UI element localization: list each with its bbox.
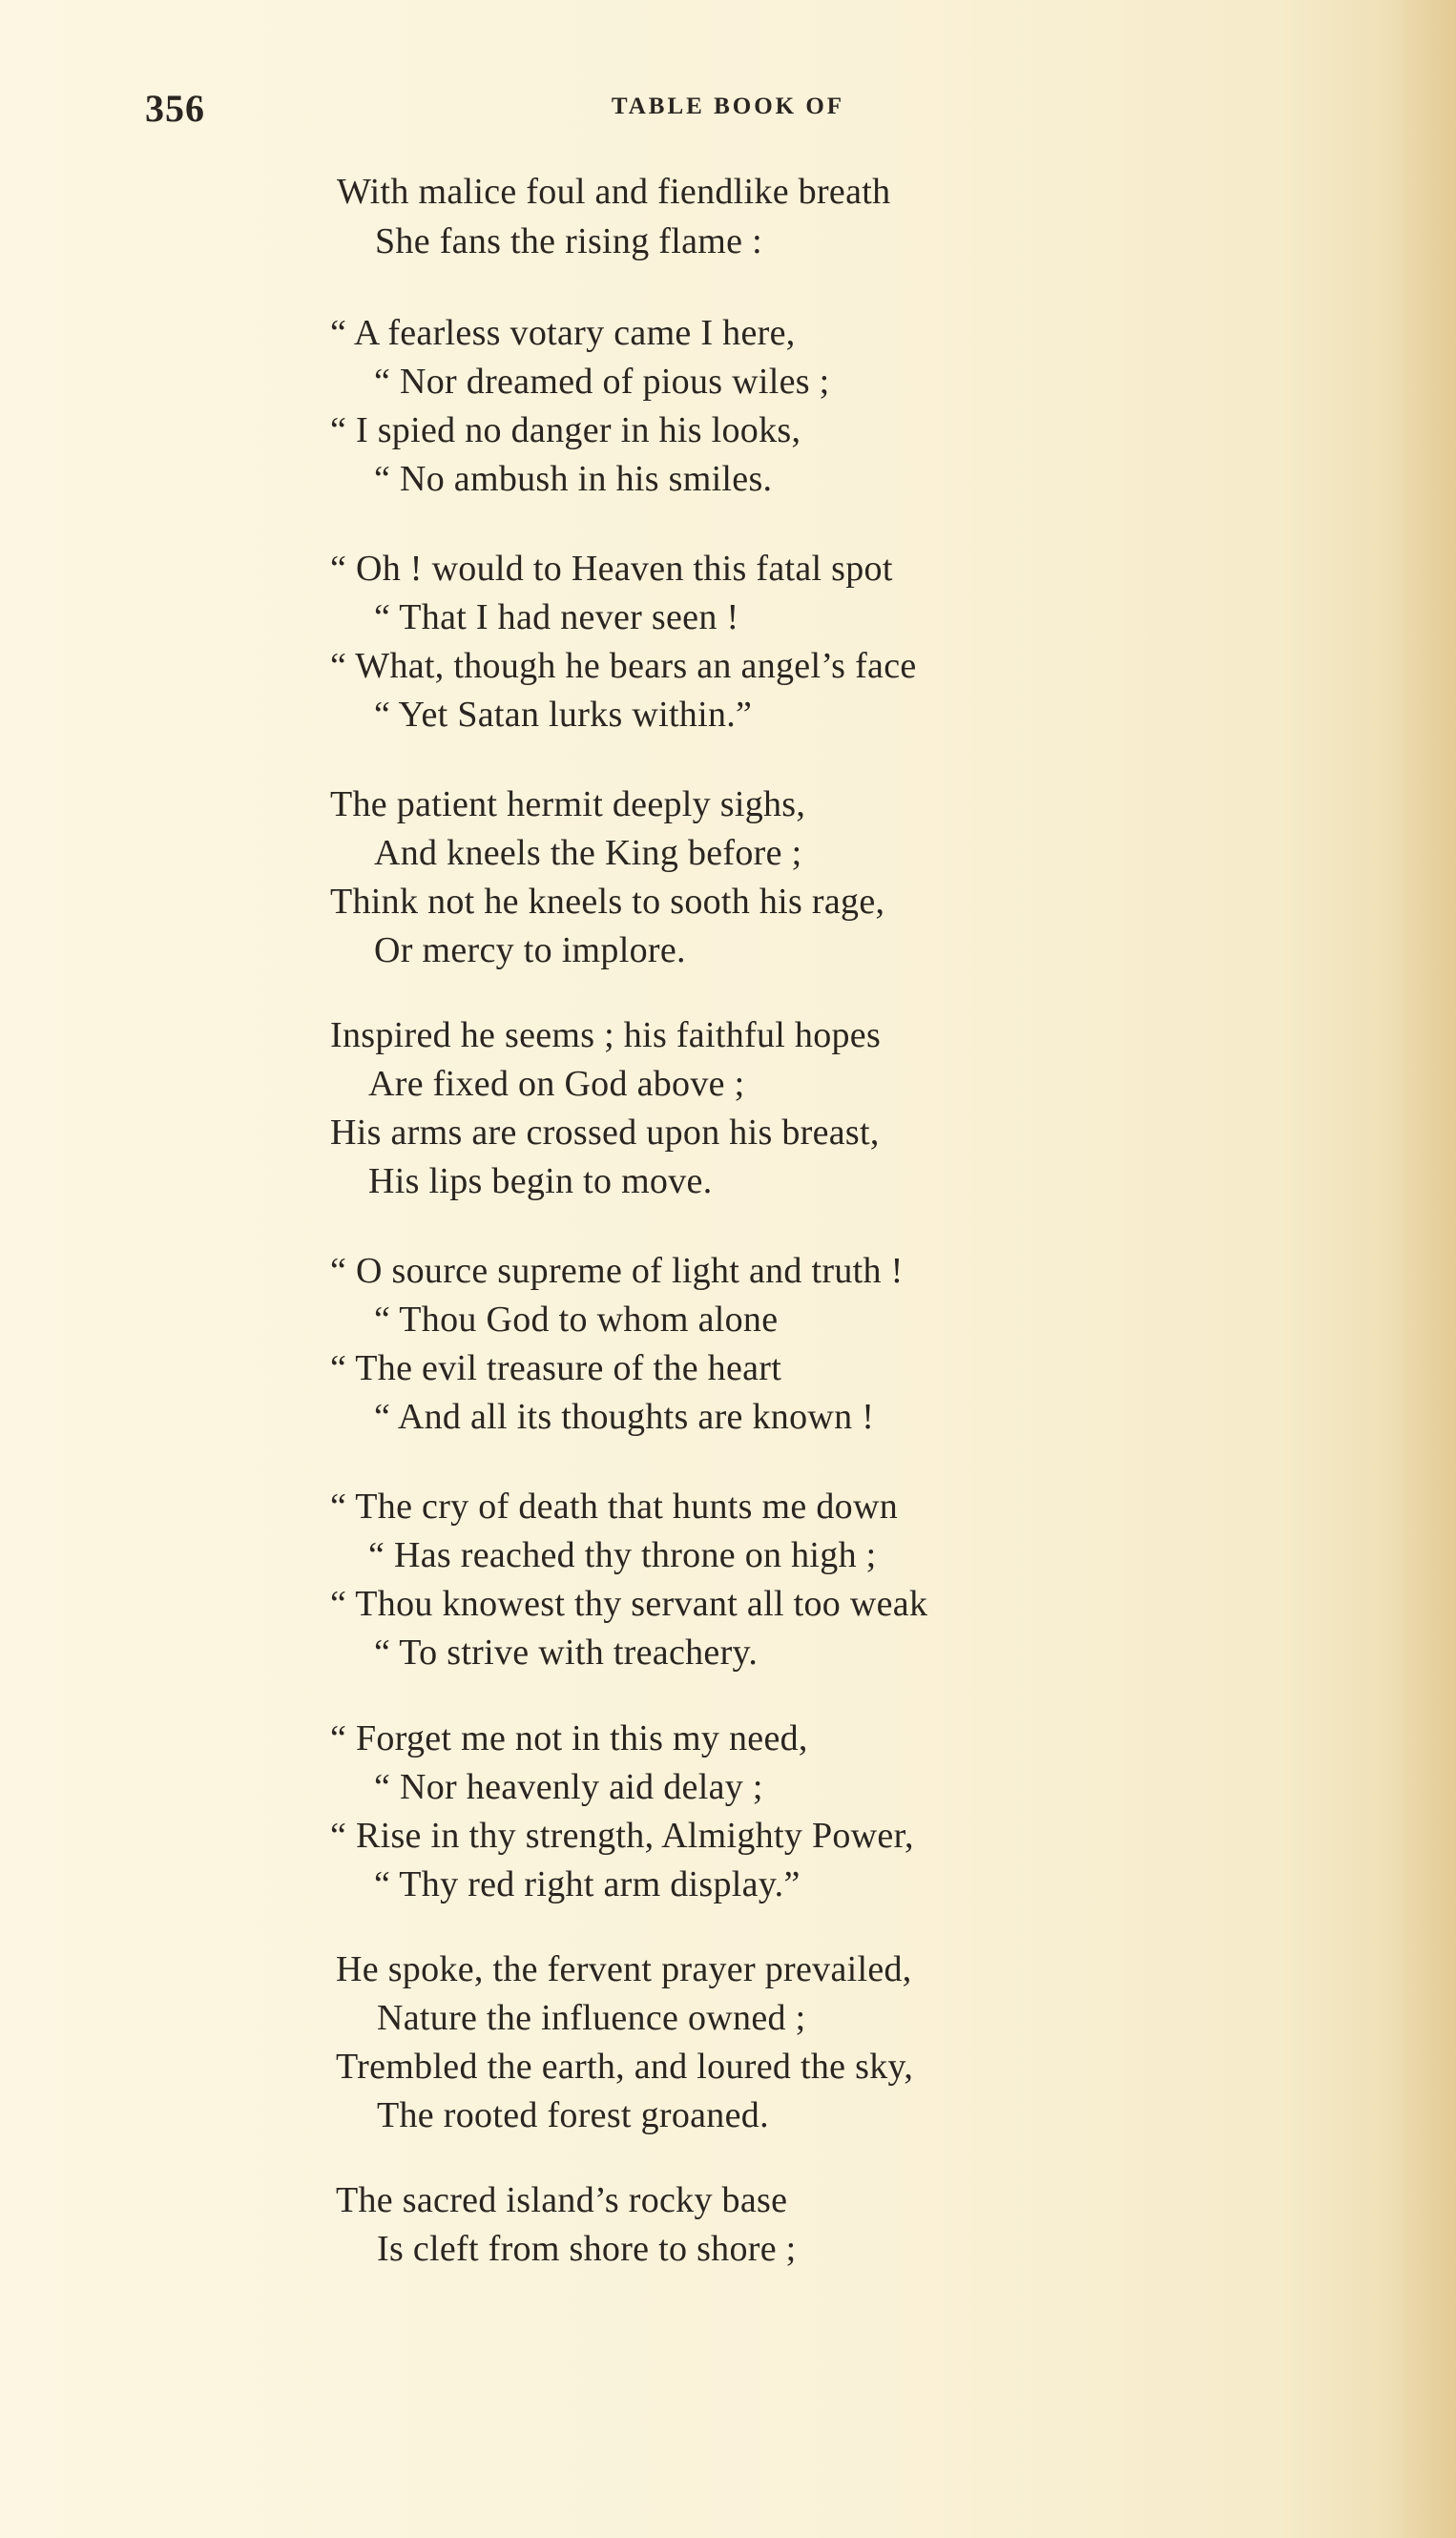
poem-line: Nature the influence owned ; <box>377 1998 806 2038</box>
poem-line: “ I spied no danger in his looks, <box>330 410 801 450</box>
poem-line: Trembled the earth, and loured the sky, <box>336 2047 914 2087</box>
poem-line: “ And all its thoughts are known ! <box>374 1397 875 1437</box>
poem-line: With malice foul and fiendlike breath <box>337 172 891 212</box>
poem-line: “ Has reached thy throne on high ; <box>368 1535 877 1575</box>
poem-line: “ The evil treasure of the heart <box>330 1348 782 1388</box>
poem-line: “ Nor dreamed of pious wiles ; <box>374 362 830 402</box>
poem-line: “ Oh ! would to Heaven this fatal spot <box>330 549 893 589</box>
poem-line: His arms are crossed upon his breast, <box>330 1113 880 1153</box>
poem-line: “ The cry of death that hunts me down <box>330 1487 899 1527</box>
poem-line: “ Forget me not in this my need, <box>330 1718 808 1758</box>
poem-line: Is cleft from shore to shore ; <box>377 2229 797 2269</box>
poem-line: “ Thou God to whom alone <box>374 1300 779 1340</box>
poem-line: Think not he kneels to sooth his rage, <box>330 882 885 922</box>
poem-line: His lips begin to move. <box>368 1161 713 1201</box>
poem-line: “ Thy red right arm display.” <box>374 1864 801 1904</box>
poem-line: “ What, though he bears an angel’s face <box>330 646 917 686</box>
poem-line: “ To strive with treachery. <box>374 1633 759 1673</box>
poem-line: She fans the rising flame : <box>375 221 762 261</box>
poem-line: Inspired he seems ; his faithful hopes <box>330 1015 882 1055</box>
poem-line: “ Rise in thy strength, Almighty Power, <box>330 1816 914 1856</box>
poem-line: “ A fearless votary came I here, <box>330 313 796 353</box>
poem-line: “ Nor heavenly aid delay ; <box>374 1767 763 1807</box>
poem-line: “ O source supreme of light and truth ! <box>330 1251 904 1291</box>
poem-line: The patient hermit deeply sighs, <box>330 784 806 824</box>
poem-line: “ No ambush in his smiles. <box>374 459 773 499</box>
poem-line: The sacred island’s rocky base <box>336 2180 788 2220</box>
poem-line: Are fixed on God above ; <box>368 1064 745 1104</box>
poem-line: “ Thou knowest thy servant all too weak <box>330 1584 928 1624</box>
page-number: 356 <box>145 87 205 130</box>
poem-line: And kneels the King before ; <box>374 833 802 873</box>
poem-line: “ That I had never seen ! <box>374 597 739 637</box>
running-head: TABLE BOOK OF <box>611 94 845 119</box>
poem-line: “ Yet Satan lurks within.” <box>374 695 753 735</box>
poem-line: Or mercy to implore. <box>374 930 686 970</box>
poem-line: He spoke, the fervent prayer prevailed, <box>336 1949 912 1989</box>
poem-line: The rooted forest groaned. <box>377 2095 769 2135</box>
